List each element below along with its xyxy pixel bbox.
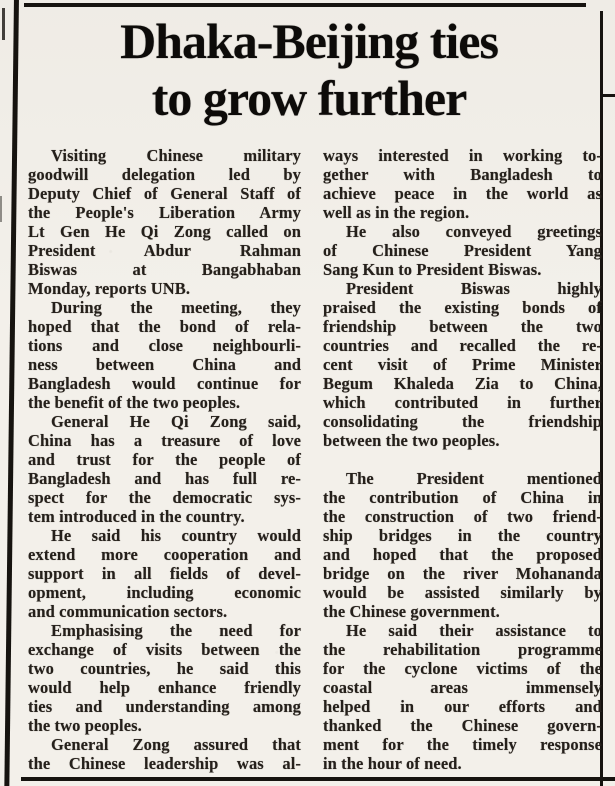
text-line: Lt Gen He Qi Zong called on: [28, 222, 301, 241]
text-line: ness between China and: [28, 355, 301, 374]
text-line: the contribution of China in: [323, 488, 602, 507]
paragraph: [323, 146, 602, 222]
text-line: The President mentioned: [346, 469, 602, 488]
text-line: He said their assistance to: [346, 621, 602, 640]
top-border-rule: [24, 3, 586, 7]
scan-edge-mark: [0, 196, 2, 222]
text-line: the Chinese government.: [323, 602, 500, 621]
paragraph: [323, 279, 602, 450]
text-line: bridge on the river Mohananda: [323, 564, 602, 583]
text-line: achieve peace in the world as: [323, 184, 602, 203]
paragraph: [28, 412, 301, 526]
paragraph: [28, 735, 301, 773]
text-line: He said his country would: [51, 526, 301, 545]
text-line: and hoped that the proposed: [323, 545, 602, 564]
text-line: and communication sectors.: [28, 602, 228, 621]
text-line: coastal areas immensely: [323, 678, 602, 697]
text-line: ship bridges in the country: [323, 526, 602, 545]
text-line: Monday, reports UNB.: [28, 279, 191, 298]
left-border-rule: [4, 0, 19, 786]
paragraph: [28, 526, 301, 621]
text-line: General He Qi Zong said,: [51, 412, 301, 431]
text-line: ties and understanding among: [28, 697, 301, 716]
text-line: Bangladesh would continue for: [28, 374, 301, 393]
text-line: support in all fields of devel-: [28, 564, 301, 583]
text-line: hoped that the bond of rela-: [28, 317, 301, 336]
text-line: the construction of two friend-: [323, 507, 602, 526]
text-line: General Zong assured that: [51, 735, 301, 754]
text-line: for the cyclone victims of the: [323, 659, 602, 678]
text-line: spect for the democratic sys-: [28, 488, 301, 507]
text-line: well as in the region.: [323, 203, 470, 222]
text-line: tions and close neighbourli-: [28, 336, 301, 355]
paragraph: [323, 222, 602, 279]
text-line: cent visit of Prime Minister: [323, 355, 602, 374]
text-line: would help enhance friendly: [28, 678, 301, 697]
text-line: ment for the timely response: [323, 735, 602, 754]
text-line: China has a treasure of love: [28, 431, 301, 450]
text-line: between the two peoples.: [323, 431, 500, 450]
text-line: the rehabilitation programme: [323, 640, 602, 659]
article-body: [28, 146, 602, 773]
text-line: and trust for the people of: [28, 450, 301, 469]
text-line: Sang Kun to President Biswas.: [323, 260, 542, 279]
text-line: consolidating the friendship: [323, 412, 602, 431]
text-line: President Abdur Rahman: [28, 241, 301, 260]
text-line: gether with Bangladesh to: [323, 165, 602, 184]
text-line: ways interested in working to-: [323, 146, 602, 165]
article-column-left: [28, 146, 301, 773]
headline: [30, 13, 588, 127]
text-line: of Chinese President Yang: [323, 241, 602, 260]
headline-line-2: to grow further: [151, 70, 467, 126]
text-line: Begum Khaleda Zia to China,: [323, 374, 602, 393]
text-line: helped in our efforts and: [323, 697, 602, 716]
text-line: exchange of visits between the: [28, 640, 301, 659]
text-line: tem introduced in the country.: [28, 507, 245, 526]
headline-line-1: Dhaka-Beijing ties: [120, 13, 498, 69]
bottom-border-rule: [21, 777, 615, 781]
article-column-right: [323, 146, 602, 773]
paragraph: [323, 469, 602, 621]
text-line: the benefit of the two peoples.: [28, 393, 241, 412]
text-line: Emphasising the need for: [51, 621, 301, 640]
text-line: Biswas at Bangabhaban: [28, 260, 301, 279]
paragraph: [28, 146, 301, 298]
text-line: He also conveyed greetings: [346, 222, 602, 241]
paragraph: [28, 298, 301, 412]
text-line: Deputy Chief of General Staff of: [28, 184, 301, 203]
text-line: extend more cooperation and: [28, 545, 301, 564]
text-line: in the hour of need.: [323, 754, 462, 773]
text-line: During the meeting, they: [51, 298, 301, 317]
paragraph: [323, 621, 602, 773]
text-line: friendship between the two: [323, 317, 602, 336]
text-line: goodwill delegation led by: [28, 165, 301, 184]
paragraph: [28, 621, 301, 735]
text-line: Bangladesh and has full re-: [28, 469, 301, 488]
text-line: opment, including economic: [28, 583, 301, 602]
text-line: praised the existing bonds of: [323, 298, 602, 317]
scan-edge-mark: [2, 8, 5, 40]
text-line: the Chinese leadership was al-: [28, 754, 301, 773]
text-line: thanked the Chinese govern-: [323, 716, 602, 735]
text-line: the two peoples.: [28, 716, 142, 735]
text-line: Visiting Chinese military: [51, 146, 301, 165]
text-line: President Biswas highly: [346, 279, 602, 298]
text-line: which contributed in further: [323, 393, 602, 412]
text-line: two countries, he said this: [28, 659, 301, 678]
text-line: would be assisted similarly by: [323, 583, 602, 602]
right-rule-tick: [600, 94, 615, 97]
text-line: countries and recalled the re-: [323, 336, 602, 355]
text-line: the People's Liberation Army: [28, 203, 301, 222]
paragraph-gap: [323, 450, 602, 469]
